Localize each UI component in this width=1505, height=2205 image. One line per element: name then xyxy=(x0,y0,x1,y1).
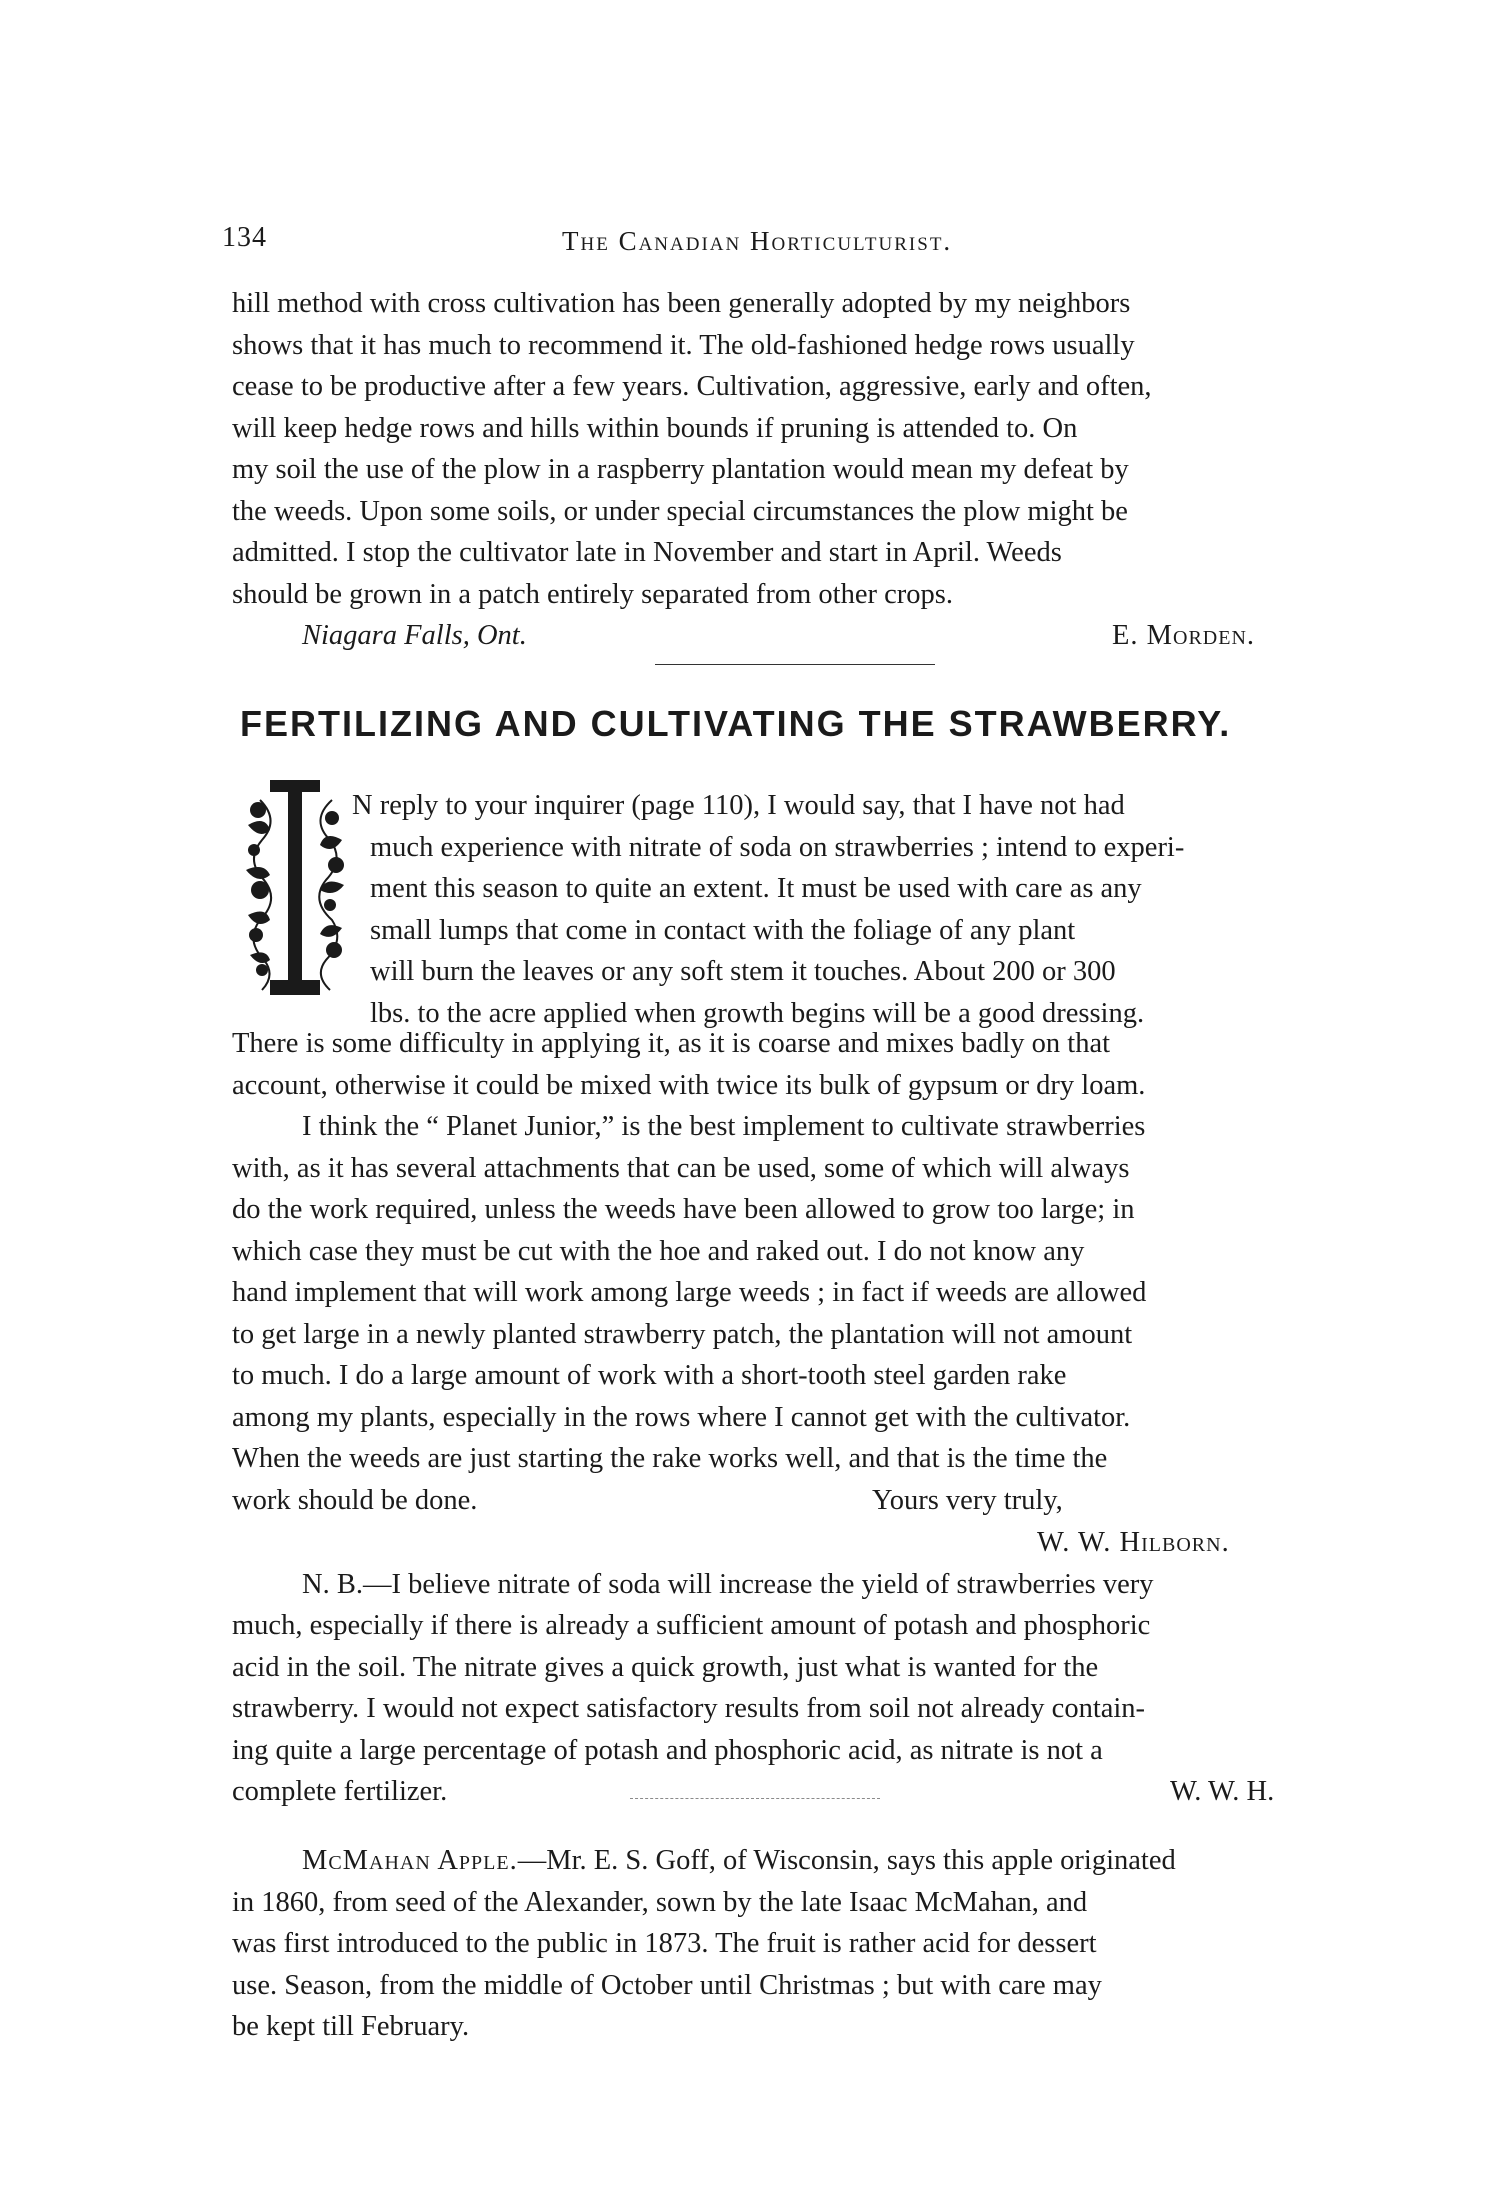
section-divider xyxy=(655,664,935,665)
nb-closing-line xyxy=(232,1771,1362,1813)
text-line: admitted. I stop the cultivator late in November and start in April. Weeds xyxy=(232,537,1062,568)
text-line: N. B.—I believe nitrate of soda will increase the yield of strawberries very xyxy=(302,1568,1154,1600)
text-line: should be grown in a patch entirely separated from other crops. xyxy=(232,578,953,610)
page-number: 134 xyxy=(222,222,267,253)
ornamental-initial-icon xyxy=(240,770,350,1005)
text-line: acid in the soil. The nitrate gives a quick growth, just what is wanted for the xyxy=(232,1651,1099,1683)
text-line: among my plants, especially in the rows where I cannot get with the cultivator. xyxy=(232,1401,1131,1433)
text-line: shows that it has much to recommend it. The old-fashioned hedge rows usually xyxy=(232,329,1135,361)
author-initials: W. W. H. xyxy=(1170,1776,1275,1807)
text-line: in 1860, from seed of the Alexander, sown by the late Isaac McMahan, and xyxy=(232,1886,1088,1918)
text-line: N reply to your inquirer (page 110), I would say, that I have not had xyxy=(352,790,1125,821)
raspberry-signature xyxy=(232,615,1362,657)
text-line: strawberry. I would not expect satisfactory results from soil not already contain- xyxy=(232,1693,1146,1724)
text-line: work should be done. xyxy=(232,1484,478,1516)
running-head: The Canadian Horticulturist. xyxy=(562,226,953,256)
text-line: to get large in a newly planted strawberry patch, the plantation will not amount xyxy=(232,1318,1133,1350)
author-location: Niagara Falls, Ont. xyxy=(302,620,527,651)
section-divider xyxy=(630,1798,880,1799)
text-line xyxy=(232,1840,1362,1882)
text-line: There is some difficulty in applying it, as it is coarse and mixes badly on that xyxy=(232,1028,1111,1059)
text-line: cease to be productive after a few years. Cultivation, aggressive, early and often, xyxy=(232,371,1152,402)
page-header xyxy=(222,222,1352,262)
strawberry-signature xyxy=(232,1522,1362,1564)
text-line: be kept till February. xyxy=(232,2011,470,2042)
note-text: —Mr. E. S. Goff, of Wisconsin, says this apple originated xyxy=(517,1845,1176,1876)
strawberry-body xyxy=(232,1023,1362,1813)
text-line: I think the “ Planet Junior,” is the best implement to cultivate strawberries xyxy=(302,1111,1146,1142)
text-line: do the work required, unless the weeds have been allowed to grow too large; in xyxy=(232,1194,1135,1225)
closing-line xyxy=(232,1480,1362,1522)
author-name: E. Morden. xyxy=(1112,620,1256,651)
text-line: which case they must be cut with the hoe and raked out. I do not know any xyxy=(232,1235,1085,1267)
text-line: my soil the use of the plow in a raspberry plantation would mean my defeat by xyxy=(232,454,1129,485)
text-line: hand implement that will work among large weeds ; in fact if weeds are allowed xyxy=(232,1277,1147,1308)
ornamental-drop-cap xyxy=(240,770,350,1005)
author-name: W. W. Hilborn. xyxy=(1037,1526,1230,1558)
text-line: hill method with cross cultivation has been generally adopted by my neighbors xyxy=(232,288,1131,319)
text-line: When the weeds are just starting the rake works well, and that is the time the xyxy=(232,1443,1108,1474)
note-heading: McMahan Apple. xyxy=(302,1845,518,1876)
text-line: to much. I do a large amount of work with a short-tooth steel garden rake xyxy=(232,1360,1067,1391)
text-line: ing quite a large percentage of potash and phosphoric acid, as nitrate is not a xyxy=(232,1734,1103,1766)
text-line: with, as it has several attachments that can be used, some of which will always xyxy=(232,1152,1130,1184)
text-line: much, especially if there is already a sufficient amount of potash and phosphoric xyxy=(232,1610,1151,1641)
text-line: ment this season to quite an extent. It must be used with care as any xyxy=(370,873,1142,904)
text-line: will burn the leaves or any soft stem it touches. About 200 or 300 xyxy=(370,956,1116,987)
text-line: small lumps that come in contact with the foliage of any plant xyxy=(370,914,1076,946)
text-line: the weeds. Upon some soils, or under special circumstances the plow might be xyxy=(232,495,1128,527)
text-line: use. Season, from the middle of October until Christmas ; but with care may xyxy=(232,1969,1102,2001)
text-line: lbs. to the acre applied when growth begins will be a good dressing. xyxy=(370,997,1145,1029)
text-line: account, otherwise it could be mixed with twice its bulk of gypsum or dry loam. xyxy=(232,1069,1146,1101)
text-line: complete fertilizer. xyxy=(232,1776,448,1807)
closing-salutation: Yours very truly, xyxy=(872,1484,1063,1516)
raspberry-article-continuation xyxy=(232,283,1362,657)
text-line: was first introduced to the public in 1873. The fruit is rather acid for dessert xyxy=(232,1928,1097,1959)
mcmahan-apple-note xyxy=(232,1840,1362,2048)
text-line: will keep hedge rows and hills within bounds if pruning is attended to. On xyxy=(232,412,1078,444)
text-line: much experience with nitrate of soda on strawberries ; intend to experi- xyxy=(370,831,1185,863)
drop-cap-paragraph xyxy=(352,785,1352,1034)
article-title: FERTILIZING AND CULTIVATING THE STRAWBERRY. xyxy=(240,703,1232,744)
